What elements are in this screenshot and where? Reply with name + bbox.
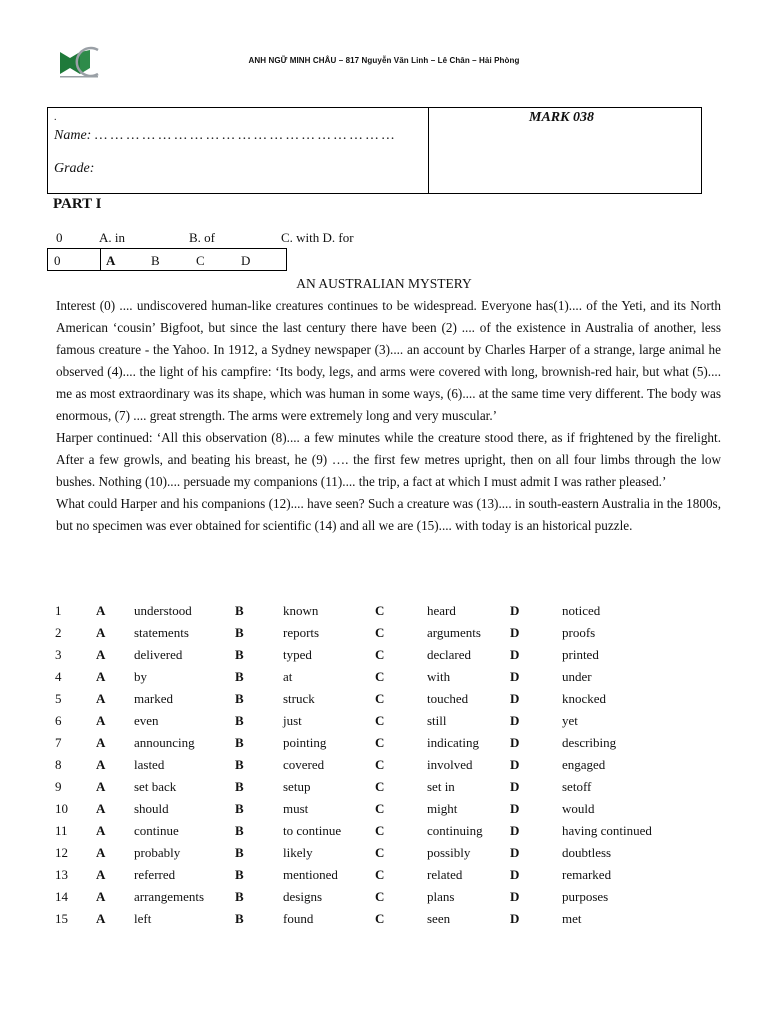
option-a[interactable]: lasted bbox=[134, 757, 165, 772]
example-option-a: A. in bbox=[99, 230, 125, 245]
option-letter-d: D bbox=[510, 735, 520, 750]
option-letter-b: B bbox=[235, 801, 244, 816]
option-letter-d: D bbox=[510, 603, 520, 618]
option-a[interactable]: marked bbox=[134, 691, 173, 706]
question-row bbox=[0, 823, 768, 845]
option-c[interactable]: continuing bbox=[427, 823, 483, 838]
question-row bbox=[0, 669, 768, 691]
option-a[interactable]: even bbox=[134, 713, 159, 728]
option-letter-c: C bbox=[375, 603, 385, 618]
question-row bbox=[0, 757, 768, 779]
question-row bbox=[0, 603, 768, 625]
question-number: 7 bbox=[55, 735, 62, 750]
example-answer-box bbox=[47, 248, 287, 271]
option-d[interactable]: doubtless bbox=[562, 845, 612, 860]
option-letter-b: B bbox=[235, 823, 244, 838]
option-c[interactable]: seen bbox=[427, 911, 451, 926]
option-letter-b: B bbox=[235, 779, 244, 794]
option-b[interactable]: designs bbox=[283, 889, 322, 904]
question-row bbox=[0, 713, 768, 735]
option-b[interactable]: covered bbox=[283, 757, 325, 772]
question-row bbox=[0, 801, 768, 823]
option-letter-d: D bbox=[510, 889, 520, 904]
answer-letter-c[interactable]: C bbox=[196, 253, 205, 268]
option-letter-b: B bbox=[235, 867, 244, 882]
option-a[interactable]: arrangements bbox=[134, 889, 205, 904]
option-b[interactable]: mentioned bbox=[283, 867, 338, 882]
question-row bbox=[0, 779, 768, 801]
option-letter-a: A bbox=[96, 669, 106, 684]
option-b[interactable]: just bbox=[283, 713, 302, 728]
option-b[interactable]: reports bbox=[283, 625, 320, 640]
option-d[interactable]: noticed bbox=[562, 603, 601, 618]
option-letter-a: A bbox=[96, 757, 106, 772]
option-a[interactable]: left bbox=[134, 911, 152, 926]
option-letter-c: C bbox=[375, 735, 385, 750]
option-b[interactable]: struck bbox=[283, 691, 315, 706]
option-c[interactable]: arguments bbox=[427, 625, 481, 640]
option-c[interactable]: involved bbox=[427, 757, 473, 772]
option-d[interactable]: yet bbox=[562, 713, 578, 728]
answer-number: 0 bbox=[54, 253, 61, 268]
part-title: PART I bbox=[53, 196, 102, 212]
option-letter-d: D bbox=[510, 801, 520, 816]
option-d[interactable]: having continued bbox=[562, 823, 652, 838]
option-letter-d: D bbox=[510, 713, 520, 728]
question-row bbox=[0, 647, 768, 669]
option-c[interactable]: declared bbox=[427, 647, 472, 662]
question-number: 3 bbox=[55, 647, 62, 662]
example-row bbox=[56, 230, 456, 246]
option-letter-a: A bbox=[96, 845, 106, 860]
example-option-b: B. of bbox=[189, 230, 215, 245]
example-option-cd: C. with D. for bbox=[281, 230, 354, 245]
option-letter-b: B bbox=[235, 735, 244, 750]
option-letter-b: B bbox=[235, 889, 244, 904]
option-d[interactable]: under bbox=[562, 669, 592, 684]
option-a[interactable]: delivered bbox=[134, 647, 183, 662]
option-letter-a: A bbox=[96, 647, 106, 662]
question-row bbox=[0, 889, 768, 911]
option-letter-a: A bbox=[96, 801, 106, 816]
option-letter-d: D bbox=[510, 647, 520, 662]
option-c[interactable]: related bbox=[427, 867, 463, 882]
option-letter-c: C bbox=[375, 713, 385, 728]
question-number: 13 bbox=[55, 867, 68, 882]
option-letter-c: C bbox=[375, 625, 385, 640]
option-a[interactable]: set back bbox=[134, 779, 177, 794]
question-number: 11 bbox=[55, 823, 68, 838]
question-number: 5 bbox=[55, 691, 62, 706]
option-b[interactable]: setup bbox=[283, 779, 311, 794]
grade-field[interactable] bbox=[54, 161, 94, 177]
option-c[interactable]: with bbox=[427, 669, 451, 684]
option-letter-c: C bbox=[375, 647, 385, 662]
option-b[interactable]: pointing bbox=[283, 735, 327, 750]
question-row bbox=[0, 691, 768, 713]
question-number: 4 bbox=[55, 669, 62, 684]
option-letter-b: B bbox=[235, 757, 244, 772]
option-a[interactable]: continue bbox=[134, 823, 179, 838]
option-letter-c: C bbox=[375, 801, 385, 816]
option-letter-a: A bbox=[96, 911, 106, 926]
question-number: 6 bbox=[55, 713, 62, 728]
question-number: 14 bbox=[55, 889, 68, 904]
option-letter-c: C bbox=[375, 779, 385, 794]
answer-letter-d[interactable]: D bbox=[241, 253, 251, 268]
option-letter-b: B bbox=[235, 691, 244, 706]
option-b[interactable]: to continue bbox=[283, 823, 342, 838]
question-number: 9 bbox=[55, 779, 62, 794]
option-b[interactable]: must bbox=[283, 801, 309, 816]
center-header: ANH NGỮ MINH CHÂU – 817 Nguyễn Văn Linh – Lê Chân – Hải Phòng bbox=[248, 56, 520, 65]
question-row bbox=[0, 735, 768, 757]
option-a[interactable]: understood bbox=[134, 603, 192, 618]
question-row bbox=[0, 911, 768, 933]
option-letter-b: B bbox=[235, 625, 244, 640]
question-number: 2 bbox=[55, 625, 62, 640]
option-letter-b: B bbox=[235, 845, 244, 860]
option-d[interactable]: proofs bbox=[562, 625, 596, 640]
dot-mark: . bbox=[54, 112, 57, 123]
question-row bbox=[0, 845, 768, 867]
option-c[interactable]: indicating bbox=[427, 735, 479, 750]
option-letter-c: C bbox=[375, 757, 385, 772]
option-d[interactable]: remarked bbox=[562, 867, 612, 882]
option-b[interactable]: likely bbox=[283, 845, 313, 860]
option-letter-a: A bbox=[96, 735, 106, 750]
question-row bbox=[0, 625, 768, 647]
option-d[interactable]: printed bbox=[562, 647, 599, 662]
question-number: 12 bbox=[55, 845, 68, 860]
question-number: 10 bbox=[55, 801, 68, 816]
option-c[interactable]: heard bbox=[427, 603, 456, 618]
option-d[interactable]: knocked bbox=[562, 691, 607, 706]
passage-paragraph: Harper continued: ‘All this observation (8).... a few minutes while the creature stood there, as if frightened by the firelight. After a few growls, and beating his breast, he (9) …. the first few metres upright, then on all four limbs through the low bushes. Nothing (10).... persuade my companions (11).... the trip, a fact at which I must admit I was rather pleased.’ bbox=[56, 430, 721, 489]
option-d[interactable]: describing bbox=[562, 735, 617, 750]
option-a[interactable]: probably bbox=[134, 845, 181, 860]
option-letter-d: D bbox=[510, 867, 520, 882]
option-letter-d: D bbox=[510, 625, 520, 640]
option-letter-d: D bbox=[510, 669, 520, 684]
option-letter-c: C bbox=[375, 823, 385, 838]
option-d[interactable]: setoff bbox=[562, 779, 592, 794]
option-letter-b: B bbox=[235, 603, 244, 618]
student-info bbox=[48, 108, 429, 193]
option-c[interactable]: still bbox=[427, 713, 447, 728]
option-letter-a: A bbox=[96, 823, 106, 838]
option-letter-c: C bbox=[375, 911, 385, 926]
passage-paragraph: What could Harper and his companions (12).... have seen? Such a creature was (13).... in south-eastern Australia in the 1800s, but no specimen was ever obtained for scientific (14) and all we are (15).... with today is an historical puzzle. bbox=[56, 496, 721, 533]
option-letter-d: D bbox=[510, 823, 520, 838]
option-b[interactable]: known bbox=[283, 603, 319, 618]
question-number: 1 bbox=[55, 603, 62, 618]
option-c[interactable]: possibly bbox=[427, 845, 471, 860]
option-letter-b: B bbox=[235, 647, 244, 662]
answer-letter-b[interactable]: B bbox=[151, 253, 160, 268]
option-letter-a: A bbox=[96, 779, 106, 794]
example-number: 0 bbox=[56, 230, 63, 245]
option-b[interactable]: at bbox=[283, 669, 293, 684]
answer-divider bbox=[100, 249, 101, 270]
option-a[interactable]: referred bbox=[134, 867, 176, 882]
option-letter-a: A bbox=[96, 625, 106, 640]
option-letter-d: D bbox=[510, 779, 520, 794]
option-letter-c: C bbox=[375, 867, 385, 882]
option-d[interactable]: engaged bbox=[562, 757, 606, 772]
option-letter-a: A bbox=[96, 867, 106, 882]
option-c[interactable]: set in bbox=[427, 779, 455, 794]
option-letter-b: B bbox=[235, 669, 244, 684]
option-d[interactable]: purposes bbox=[562, 889, 609, 904]
option-letter-d: D bbox=[510, 691, 520, 706]
info-box bbox=[47, 107, 702, 194]
option-letter-b: B bbox=[235, 911, 244, 926]
option-d[interactable]: would bbox=[562, 801, 595, 816]
option-d[interactable]: met bbox=[562, 911, 582, 926]
question-number: 15 bbox=[55, 911, 68, 926]
option-a[interactable]: by bbox=[134, 669, 147, 684]
option-letter-a: A bbox=[96, 603, 106, 618]
answer-letter-a[interactable]: A bbox=[106, 253, 116, 268]
question-number: 8 bbox=[55, 757, 62, 772]
mark-label: MARK 038 bbox=[529, 110, 594, 125]
name-field[interactable] bbox=[54, 128, 394, 144]
option-a[interactable]: statements bbox=[134, 625, 189, 640]
option-letter-d: D bbox=[510, 911, 520, 926]
option-c[interactable]: plans bbox=[427, 889, 455, 904]
option-letter-a: A bbox=[96, 713, 106, 728]
option-c[interactable]: touched bbox=[427, 691, 469, 706]
passage-paragraph: Interest (0) .... undiscovered human-like creatures continues to be widespread. Everyone has(1).... of the Yeti, and its North American ‘cousin’ Bigfoot, but since the last century there have been (2) .... of the existence in Australia of another, less famous creature - the Yahoo. In 1912, a Sydney newspaper (3).... an account by Charles Harper of a strange, large animal he observed (4).... the light of his campfire: ‘Its body, legs, and arms were covered with long, brownish-red hair, but what (5).... me as most extraordinary was its shape, which was human in some ways, (6).... at the same time very different. The body was enormous, (7) .... great strength. The arms were extremely long and very muscular.’ bbox=[56, 298, 721, 423]
option-a[interactable]: should bbox=[134, 801, 169, 816]
option-letter-c: C bbox=[375, 691, 385, 706]
option-letter-c: C bbox=[375, 845, 385, 860]
grade-label: Grade: bbox=[54, 161, 95, 176]
option-letter-d: D bbox=[510, 757, 520, 772]
option-letter-a: A bbox=[96, 889, 106, 904]
option-letter-c: C bbox=[375, 889, 385, 904]
option-letter-d: D bbox=[510, 845, 520, 860]
name-dots: … … … … … … … … … … … … … … … … … … … bbox=[91, 128, 395, 143]
option-a[interactable]: announcing bbox=[134, 735, 195, 750]
option-letter-c: C bbox=[375, 669, 385, 684]
option-letter-a: A bbox=[96, 691, 106, 706]
question-row bbox=[0, 867, 768, 889]
options-table bbox=[0, 603, 768, 933]
mark-cell bbox=[429, 108, 701, 193]
passage-body bbox=[56, 295, 721, 537]
option-b[interactable]: found bbox=[283, 911, 314, 926]
option-b[interactable]: typed bbox=[283, 647, 312, 662]
name-label: Name: bbox=[54, 128, 92, 143]
option-c[interactable]: might bbox=[427, 801, 458, 816]
option-letter-b: B bbox=[235, 713, 244, 728]
passage-title: AN AUSTRALIAN MYSTERY bbox=[296, 276, 472, 291]
